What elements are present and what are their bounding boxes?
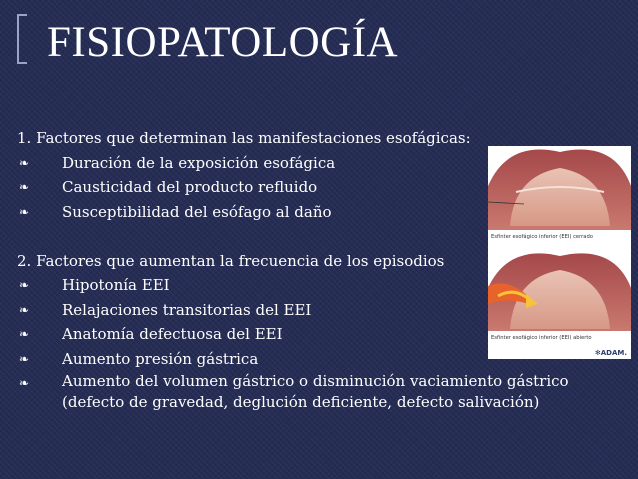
list-item-text: Aumento del volumen gástrico o disminución vaciamiento gástrico (defecto de gravedad, deglución deficiente, defecto salivación) bbox=[62, 372, 569, 411]
section2-heading-text: 2. Factores que aumentan la frecuencia de los episodios bbox=[17, 251, 445, 270]
list-item-text: Anatomía defectuosa del EEI bbox=[62, 325, 283, 343]
title-bracket-decoration bbox=[17, 14, 27, 64]
slide-title: FISIOPATOLOGÍA bbox=[47, 19, 399, 66]
bullet-icon: ❧ bbox=[19, 278, 30, 292]
sphincter-drawing bbox=[488, 146, 631, 359]
open-sphincter-panel bbox=[488, 253, 631, 331]
section1-heading-text: 1. Factores que determinan las manifestaciones esofágicas: bbox=[17, 129, 471, 147]
list-item-text: Aumento presión gástrica bbox=[62, 349, 259, 368]
bullet-icon: ❧ bbox=[19, 376, 30, 390]
esophageal-sphincter-illustration bbox=[488, 146, 631, 359]
list-item-text: Susceptibilidad del esófago al daño bbox=[62, 202, 332, 221]
closed-sphincter-panel bbox=[488, 150, 631, 230]
caption-closed: Esfínter esofágico inferior (EEI) cerrado bbox=[491, 234, 593, 240]
bullet-icon: ❧ bbox=[19, 155, 30, 170]
bullet-icon: ❧ bbox=[19, 327, 30, 341]
bullet-icon: ❧ bbox=[19, 180, 30, 194]
bullet-icon: ❧ bbox=[19, 204, 30, 219]
caption-open: Esfínter esofágico inferior (EEI) abierto bbox=[491, 335, 592, 341]
list-item-text: Causticidad del producto refluido bbox=[62, 178, 318, 196]
bullet-icon: ❧ bbox=[19, 302, 30, 317]
adam-logo: ✻ADAM. bbox=[594, 349, 627, 357]
bullet-icon: ❧ bbox=[19, 351, 30, 366]
list-item-text: Relajaciones transitorias del EEI bbox=[62, 300, 312, 319]
list-item-text: Duración de la exposición esofágica bbox=[62, 153, 336, 172]
list-item bbox=[17, 371, 622, 413]
list-item-text: Hipotonía EEI bbox=[62, 276, 170, 294]
